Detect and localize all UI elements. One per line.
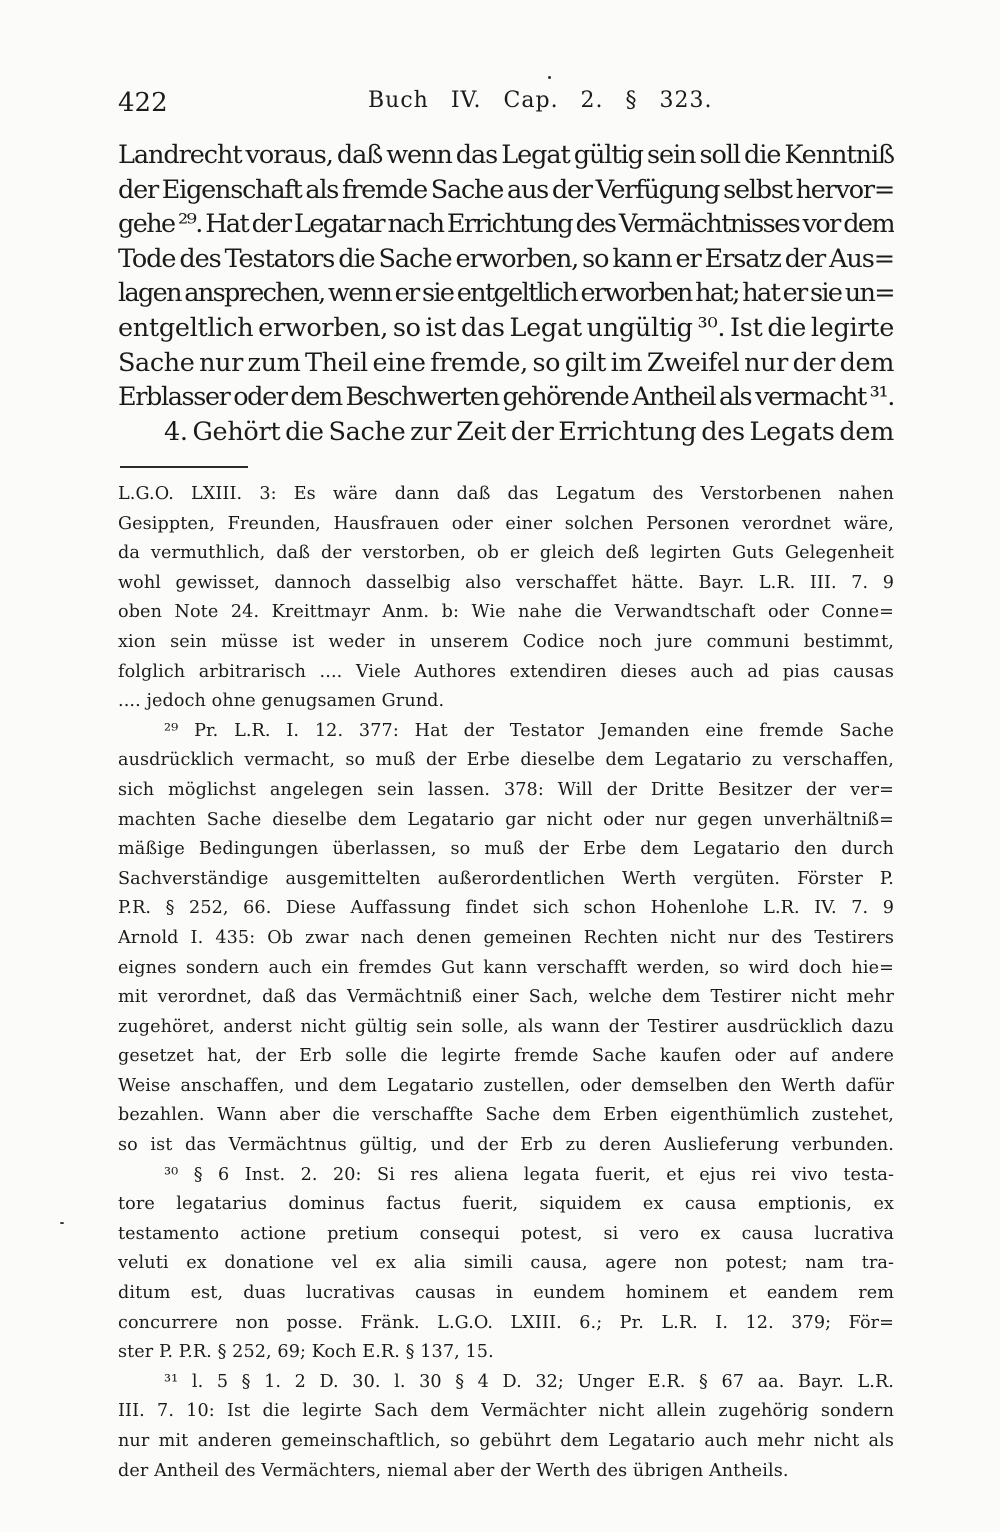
footnote-29-line: so ist das Vermächtnus gültig, und der Erb zu deren Auslieferung verbunden.: [118, 1135, 894, 1156]
footnote-31-line: nur mit anderen gemeinschaftlich, so gebührt dem Legatario auch mehr nicht als: [118, 1431, 894, 1451]
footnote-line: oben Note 24. Kreittmayr Anm. b: Wie nahe die Verwandtschaft oder Conne=: [118, 602, 894, 623]
footnote-29-line: mäßige Bedingungen überlassen, so muß der Erbe dem Legatario den durch: [118, 839, 894, 860]
text-line: gehe ²⁹. Hat der Legatar nach Errichtung des Vermächtnisses vor dem: [118, 209, 894, 240]
footnote-29-line: sich möglichst angelegen sein lassen. 378: Will der Dritte Besitzer der ver=: [118, 779, 894, 800]
footnote-29-line: P.R. § 252, 66. Diese Auffassung findet sich schon Hohenlohe L.R. IV. 7. 9: [118, 898, 894, 919]
footnote-line: .... jedoch ohne genugsamen Grund.: [118, 691, 445, 712]
footnote-29-line: eignes sondern auch ein fremdes Gut kann verschafft werden, so wird doch hie=: [118, 957, 894, 978]
footnote-30-line: ster P. P.R. § 252, 69; Koch E.R. § 137, 15.: [118, 1342, 494, 1363]
footnote-29-line: mit verordnet, daß das Vermächtniß einer Sach, welche dem Testirer nicht mehr: [118, 987, 894, 1008]
paper-speck: [60, 1222, 64, 1224]
text-line: 4. Gehört die Sache zur Zeit der Errichtung des Legats dem: [164, 416, 894, 447]
footnote-30-line: ³⁰ § 6 Inst. 2. 20: Si res aliena legata fuerit, et ejus rei vivo testa-: [164, 1164, 894, 1185]
footnote-line: L.G.O. LXIII. 3: Es wäre dann daß das Legatum des Verstorbenen nahen: [118, 484, 894, 504]
footnote-30-line: tore legatarius dominus factus fuerit, siquidem ex causa emptionis, ex: [118, 1194, 894, 1215]
text-line: Landrecht voraus, daß wenn das Legat gültig sein soll die Kenntniß: [118, 140, 894, 170]
footnote-line: Gesippten, Freunden, Hausfrauen oder einer solchen Personen verordnet wäre,: [118, 513, 894, 534]
footnote-29-line: zugehöret, anderst nicht gültig sein solle, als wann der Testirer ausdrücklich dazu: [118, 1016, 894, 1037]
text-line: Sache nur zum Theil eine fremde, so gilt im Zweifel nur der dem: [118, 347, 894, 378]
footnote-29-line: ²⁹ Pr. L.R. I. 12. 377: Hat der Testator Jemanden eine fremde Sache: [164, 720, 894, 741]
footnote-line: folglich arbitrarisch .... Viele Authores extendiren dieses auch ad pias causas: [118, 661, 894, 682]
footnote-29-line: ausdrücklich vermacht, so muß der Erbe dieselbe dem Legatario zu verschaffen,: [118, 750, 894, 771]
text-line: entgeltlich erworben, so ist das Legat ungültig ³⁰. Ist die legirte: [118, 312, 894, 343]
footnote-29-line: Arnold I. 435: Ob zwar nach denen gemeinen Rechten nicht nur des Testirers: [118, 927, 894, 948]
text-line: der Eigenschaft als fremde Sache aus der Verfügung selbst hervor=: [118, 174, 894, 205]
footnote-29-line: machten Sache dieselbe dem Legatario gar nicht oder nur gegen unverhältniß=: [118, 809, 894, 830]
footnote-30-line: veluti ex donatione vel ex alia simili causa, agere non potest; nam tra-: [118, 1253, 894, 1274]
text-line: Erblasser oder dem Beschwerten gehörende Antheil als vermacht ³¹.: [118, 382, 894, 413]
footnote-line: xion sein müsse ist weder in unserem Codice noch jure communi bestimmt,: [118, 631, 894, 652]
footnote-29-line: gesetzet hat, der Erb solle die legirte fremde Sache kaufen oder auf andere: [118, 1046, 894, 1067]
footnote-line: da vermuthlich, daß der verstorben, ob er gleich deß legirten Guts Gelegenheit: [118, 543, 894, 564]
footnote-31-line: der Antheil des Vermächters, niemal aber der Werth des übrigen Antheils.: [118, 1460, 789, 1481]
page-header: [118, 88, 894, 124]
footnote-29-line: Sachverständige ausgemittelten außerordentlichen Werth vergüten. Förster P.: [118, 868, 894, 889]
footnote-31-line: III. 7. 10: Ist die legirte Sach dem Vermächter nicht allein zugehörig sondern: [118, 1401, 894, 1422]
text-line: Tode des Testators die Sache erworben, so kann er Ersatz der Aus=: [118, 243, 894, 274]
text-line: lagen ansprechen, wenn er sie entgeltlich erworben hat; hat er sie un=: [118, 278, 894, 309]
main-text: [118, 138, 894, 449]
footnotes: [118, 480, 894, 1486]
running-head: Buch IV. Cap. 2. § 323.: [368, 88, 713, 113]
footnote-29-line: bezahlen. Wann aber die verschaffte Sache dem Erben eigenthümlich zustehet,: [118, 1105, 894, 1126]
footnote-29-line: Weise anschaffen, und dem Legatario zustellen, oder demselben den Werth dafür: [118, 1075, 894, 1096]
footnote-31-line: ³¹ l. 5 § 1. 2 D. 30. l. 30 § 4 D. 32; Unger E.R. § 67 aa. Bayr. L.R.: [164, 1371, 894, 1392]
page-number: 422: [118, 88, 168, 118]
footnote-line: wohl gewisset, dannoch dasselbig also verschaffet hätte. Bayr. L.R. III. 7. 9: [118, 572, 894, 593]
footnote-rule: [120, 466, 248, 468]
paper-speck: [548, 76, 551, 79]
footnote-30-line: ditum est, duas lucrativas causas in eundem hominem et eandem rem: [118, 1283, 894, 1304]
footnote-30-line: testamento actione pretium consequi potest, si vero ex causa lucrativa: [118, 1223, 894, 1244]
footnote-30-line: concurrere non posse. Fränk. L.G.O. LXIII. 6.; Pr. L.R. I. 12. 379; För=: [118, 1312, 894, 1333]
